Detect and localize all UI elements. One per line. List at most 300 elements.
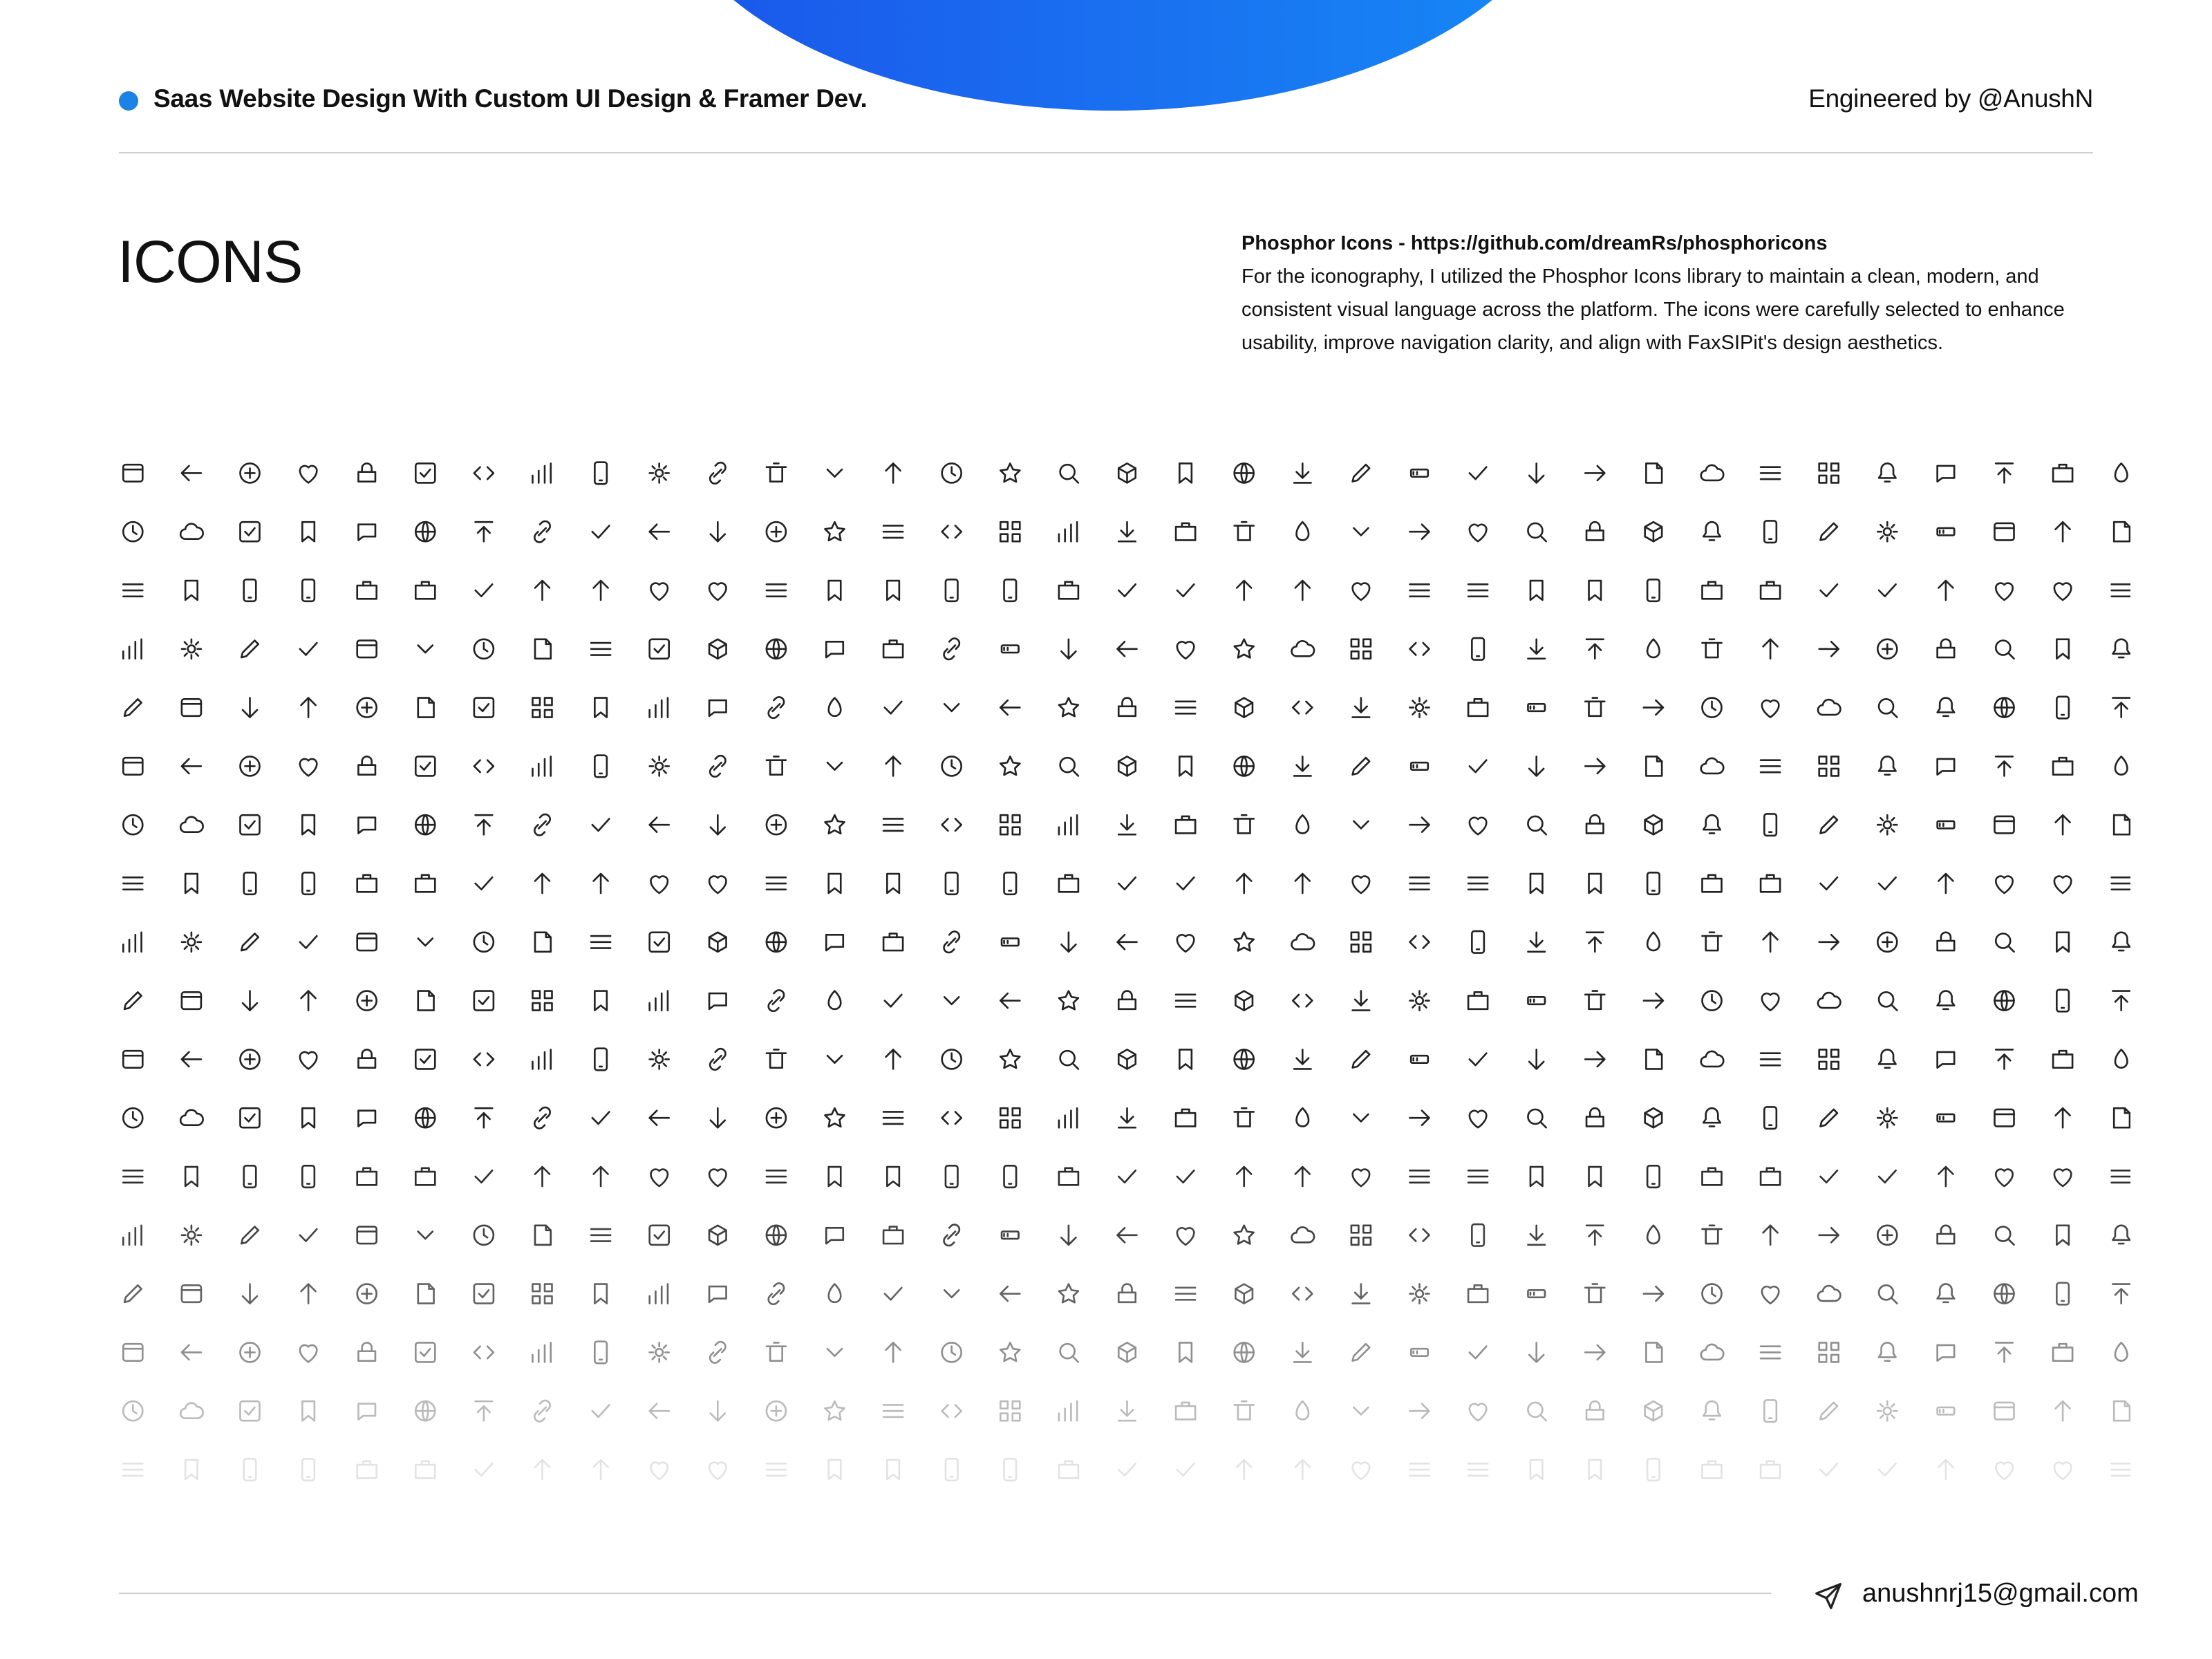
icon-row [124,1283,2130,1305]
icon-row [123,931,2130,953]
city-icon [1179,1049,1192,1069]
currency-kzt-icon [474,1226,494,1245]
currency-jpy-icon [1877,1226,1897,1245]
boot-icon [476,815,493,834]
arrow-clockwise-icon [2114,522,2130,541]
browser-icon [1235,815,1254,833]
chat-slash-icon [885,995,902,1007]
calendar-star-icon [1059,875,1078,892]
arrow-u-down-left-icon [182,639,201,659]
cheers-icon [1879,1049,1896,1067]
icon-row [123,872,2130,894]
fan-icon [1701,1344,1723,1360]
bezier-curve-icon [1938,759,1955,775]
file-archive-icon [415,1401,435,1421]
chat-circle-icon [769,990,784,1011]
caret-line-left-icon [357,934,377,951]
corners-out-icon [594,1167,608,1186]
eject-icon [1879,1342,1896,1360]
arrow-bend-double-up-left-icon [534,521,550,542]
calendar-slash-icon [1004,872,1017,894]
arrows-out-icon [1996,641,2014,659]
dots-three-icon [944,1290,959,1297]
arrow-arc-left-icon [1820,523,1837,541]
chart-donut-icon [418,991,434,1011]
approximate-equals-icon [1645,522,1662,541]
arrow-square-in-icon [1059,582,1078,599]
cricket-icon [1059,1168,1078,1185]
files-icon [1996,1463,2013,1479]
android-logo-icon [1294,463,1311,482]
chalkboard-icon [1235,991,1253,1011]
file-x-icon [1820,1463,1837,1476]
file-png-icon [1877,1401,1897,1421]
cloud-check-icon [2056,1108,2070,1127]
cloud-arrow-down-icon [1938,1114,1955,1122]
cake-icon [594,874,608,893]
elevator-icon [1996,1342,2013,1362]
arrow-bend-double-up-left-icon [1938,528,1955,536]
bowl-food-icon [592,818,610,831]
align-right-icon [1000,463,1020,482]
coat-hanger-icon [1000,1108,1020,1127]
archive-icon [1703,522,1721,540]
bell-icon [594,756,607,778]
cloud-arrow-up-icon [1995,1109,2014,1127]
arrow-square-in-icon [2112,584,2130,597]
brackets-curly-icon [711,815,725,834]
chair-icon [1176,995,1195,1007]
arrow-fat-right-icon [829,581,841,600]
drop-icon [1410,1284,1430,1304]
file-magnifying-glass-icon [1586,1401,1604,1419]
cloud-lightning-icon [358,1111,375,1127]
computer-tower-icon [1877,1108,1897,1127]
icon-row [123,521,2130,543]
file-sql-icon [2114,1401,2130,1421]
brackets-angle-icon [650,818,669,832]
cowboy-hat-icon [829,1167,841,1186]
at-icon [1235,698,1253,718]
file-xls-icon [1879,1463,1896,1476]
approximate-equals-icon [942,525,962,538]
copyright-icon [1996,1170,2013,1186]
asterisk-icon [591,643,610,655]
caret-left-icon [1118,935,1137,949]
apple-podcasts-logo-icon [883,525,903,538]
arrows-clockwise-icon [1819,641,1839,656]
acorn-icon [123,465,142,482]
dev-to-logo-icon [1177,1228,1194,1244]
door-icon [533,1284,552,1304]
broom-icon [1176,816,1195,834]
currency-cny-icon [1530,1167,1543,1186]
butterfly-icon [415,875,435,892]
file-ts-icon [244,1459,256,1481]
file-c-icon [711,1401,725,1421]
chat-teardrop-icon [944,997,959,1004]
align-top-icon [1060,465,1078,482]
backspace-icon [1585,698,1604,716]
discord-logo-icon [1938,1284,1955,1302]
eject-simple-icon [1938,1345,1955,1361]
icon-row [123,1107,2130,1129]
chart-line-icon [474,991,494,1011]
coffee-bean-icon [1410,1111,1430,1125]
corners-in-icon [535,1167,550,1186]
file-doc-icon [1118,1401,1136,1421]
airplane-icon [533,463,551,482]
book-open-icon [180,817,203,832]
arrow-fat-right-icon [1353,583,1370,600]
bug-beetle-icon [1761,875,1780,892]
caret-circle-down-icon [1763,932,1778,952]
file-arrow-up-icon [534,1400,550,1421]
archive-icon [302,522,315,541]
currency-krw-icon [418,1232,433,1239]
contactless-payment-icon [1703,1168,1722,1185]
alien-icon [767,463,786,481]
butterfly-icon [2054,877,2072,893]
circles-four-icon [1060,1051,1078,1069]
dropbox-logo-icon [1528,1290,1545,1297]
cookie-icon [1820,1170,1837,1183]
airplane-takeoff-icon [1938,466,1955,482]
icon-row [124,990,2130,1012]
engine-icon [415,1342,435,1362]
brackets-curly-icon [1938,821,1955,829]
arrow-square-out-icon [1647,579,1660,601]
cherries-icon [710,1049,725,1069]
eyes-icon [1411,1349,1428,1356]
arrows-out-icon [1472,638,1484,660]
icon-row [123,1224,2130,1246]
book-bookmark-icon [123,815,142,834]
eye-icon [1235,1342,1254,1362]
equalizer-icon [650,1342,669,1362]
backpack-icon [1528,704,1545,711]
arrow-fat-up-icon [357,582,377,599]
balloon-icon [650,698,668,718]
arrow-bend-down-left-icon [592,525,610,538]
film-strip-icon [887,1460,899,1479]
codesandbox-logo-icon [1353,1114,1368,1122]
article-icon [1061,639,1076,659]
atom-icon [243,698,257,718]
approximate-equals-icon [241,522,260,541]
icon-row [123,756,2127,778]
address-book-icon [182,466,201,480]
carrot-icon [1351,932,1371,952]
paper-plane-tilt-icon [1812,1580,1844,1612]
currency-gbp-icon [241,1227,259,1244]
cursor-text-icon [709,1226,727,1245]
cookie-icon [302,1165,315,1188]
face-mask-icon [1470,1347,1487,1359]
brandy-icon [942,818,962,831]
dribbble-logo-icon [1235,1284,1253,1304]
icon-row [123,814,2130,836]
arrow-square-in-icon [1589,581,1602,600]
caret-down-icon [1877,932,1897,952]
chalkboard-icon [301,991,316,1011]
disco-ball-icon [1879,1285,1897,1303]
chef-hat-icon [650,1049,669,1069]
dot-icon [650,1284,668,1304]
escalator-down-icon [827,1349,842,1356]
arrow-square-up-right-icon [123,639,141,659]
device-tablet-icon [1351,1226,1371,1245]
arrow-u-down-left-icon [1763,639,1778,659]
cat-icon [767,932,786,952]
acorn-icon [1646,463,1662,482]
file-txt-icon [1703,1461,1722,1479]
database-icon [883,1227,903,1244]
barbell-icon [1818,700,1840,715]
bounding-box-icon [1764,814,1777,836]
file-py-icon [1995,1403,2014,1420]
disc-icon [182,1285,201,1302]
archive-icon [1000,522,1020,541]
cable-car-icon [476,877,493,890]
caret-down-icon [241,934,259,951]
caret-left-icon [1938,932,1955,950]
currency-dollar-icon [1589,1167,1602,1186]
arrow-counter-clockwise-icon [1470,525,1487,541]
article-icon [2112,639,2130,657]
angle-icon [1353,465,1370,482]
arrow-arc-right-icon [1176,523,1195,541]
bathtub-icon [1059,698,1078,717]
arrows-split-icon [474,639,494,659]
asterisk-icon [124,699,142,716]
copy-icon [1938,1167,1953,1186]
cube-icon [1353,1170,1370,1186]
download-icon [1000,1286,1020,1301]
avocado-icon [301,698,316,718]
status-dot [119,91,138,111]
bus-icon [357,875,377,892]
bookmark-icon [302,815,315,834]
battery-vertical-icon [123,758,142,775]
file-text-icon [185,1460,198,1479]
armchair-icon [1059,522,1077,541]
first-aid-icon [1118,1463,1136,1476]
control-icon [1761,1168,1780,1185]
currency-eth-icon [123,1226,141,1245]
bag-icon [1644,700,1663,715]
dot-outline-icon [709,1286,727,1302]
cloud-rain-icon [476,1108,493,1127]
circle-dashed-icon [886,1049,901,1069]
armchair-icon [1764,521,1777,543]
file-audio-icon [592,1405,610,1417]
eyedropper-icon [1294,1342,1311,1362]
airplane-tilt-icon [1996,463,2013,482]
envelope-open-icon [474,1347,494,1359]
bed-icon [358,756,375,774]
cpu-icon [887,1167,899,1186]
arrow-elbow-down-right-icon [1177,584,1194,597]
file-vue-icon [1761,1461,1780,1479]
bank-icon [709,700,727,716]
club-icon [942,1112,962,1124]
clock-countdown-icon [1353,1051,1370,1068]
asterisk-icon [1647,639,1660,657]
airplane-in-flight-icon [594,462,607,485]
icon-row [123,638,2130,660]
checkerboard-icon [1761,1053,1780,1066]
file-zip-icon [1938,1460,1953,1479]
angular-logo-icon [1411,469,1428,477]
basketball-icon [2056,697,2069,719]
cigarette-icon [827,1056,842,1063]
arrow-left-icon [1996,583,2013,600]
coda-logo-icon [1059,1108,1077,1127]
icon-row [124,697,2130,719]
exclude-icon [1000,1342,1020,1361]
file-rs-icon [2056,1401,2070,1421]
arrow-u-down-left-icon [709,639,727,659]
caret-down-icon [1061,932,1076,952]
currency-eur-icon [182,1226,201,1245]
airplane-in-flight-icon [2115,463,2128,481]
binary-icon [827,762,842,770]
file-dashed-icon [1059,1401,1077,1421]
chat-slash-icon [1818,993,1840,1008]
engine-icon [2115,1342,2128,1360]
align-bottom-icon [827,469,842,477]
calendar-x-icon [1118,877,1136,890]
caret-left-icon [300,936,317,948]
bug-icon [1297,815,1309,833]
export-icon [1060,1344,1078,1362]
arrows-in-icon [357,641,377,658]
arrows-split-icon [1528,639,1545,659]
download-simple-icon [1059,1284,1078,1303]
boat-icon [1179,756,1192,776]
caret-right-icon [418,939,433,946]
arrow-square-up-right-icon [1177,641,1194,658]
chart-scatter-icon [650,991,668,1011]
brain-icon [2114,815,2130,834]
icon-row [123,1049,2127,1071]
caret-double-left-icon [182,932,201,952]
eraser-icon [767,1342,786,1360]
cards-icon [1703,875,1722,892]
backpack-icon [474,698,494,718]
arrow-line-down-icon [1530,581,1543,600]
cassette-tape-icon [650,932,669,952]
arrow-fat-left-icon [1295,581,1310,600]
clover-icon [883,1112,903,1124]
arrow-fat-left-icon [767,584,786,597]
fire-extinguisher-icon [1059,1461,1078,1479]
beer-stein-icon [1701,758,1723,774]
book-icon [241,815,260,834]
buildings-icon [185,874,198,893]
aperture-icon [1470,467,1487,480]
lamp-icon [1819,463,1839,482]
check-icon [1701,1051,1723,1067]
currency-gbp-icon [1763,1226,1778,1245]
compass-tool-icon [1820,1109,1837,1127]
film-script-icon [2112,1463,2130,1476]
arrow-fat-up-icon [1938,581,1953,600]
chat-dots-icon [1762,993,1779,1010]
codepen-logo-icon [1297,1108,1309,1126]
contact-email[interactable]: anushnrj15@gmail.com [1862,1579,2139,1608]
coffee-icon [1470,1111,1487,1127]
bed-icon [1585,759,1604,774]
arrow-u-down-left-icon [1235,639,1254,658]
arrow-bend-down-left-icon [1297,522,1309,540]
app-store-logo-icon [1529,463,1544,482]
asterisk-icon [1176,702,1195,714]
currency-kzt-icon [1996,1227,2014,1245]
books-icon [1645,815,1662,834]
check-fat-icon [241,1049,260,1069]
file-cpp-icon [883,1405,903,1417]
device-rotate-icon [1292,1227,1314,1242]
brackets-round-icon [1995,816,2014,834]
confetti-icon [1647,1165,1660,1188]
arrow-left-icon [946,579,958,601]
author-credit: Engineered by @AnushN [1808,84,2093,113]
page-header [119,82,2093,116]
file-css-icon [942,1405,962,1417]
egg-icon [1819,1342,1839,1362]
control-icon [244,1165,256,1188]
arrow-circle-down-icon [2056,522,2070,541]
device-mobile-icon [1235,1226,1254,1244]
calendar-icon [709,877,727,893]
arrows-down-up-icon [1877,639,1897,659]
check-icon [358,1049,375,1067]
apple-podcasts-logo-icon [1586,522,1604,540]
car-icon [1530,874,1543,893]
calculator-icon [650,877,668,893]
cherries-icon [2053,1051,2072,1068]
disco-ball-icon [243,1284,257,1304]
currency-eth-icon [1647,1226,1660,1244]
chats-circle-icon [1470,1053,1487,1066]
ear-slash-icon [1585,1284,1604,1302]
dna-icon [2056,1283,2069,1305]
crown-icon [1295,1167,1310,1186]
article-icon [1586,639,1604,659]
file-csv-icon [1000,1401,1020,1421]
certificate-icon [1118,991,1136,1009]
arrow-arc-right-icon [476,522,493,541]
chart-bar-icon [1293,995,1312,1007]
arrow-fat-left-icon [1820,584,1837,597]
exclamation-mark-icon [942,1342,962,1362]
cloud-slash-icon [534,1107,550,1128]
bone-icon [1294,756,1311,776]
icon-row [123,579,2130,601]
amazon-logo-icon [1118,463,1136,482]
building-office-icon [244,872,256,894]
circuitry-icon [1118,1049,1136,1069]
check-square-icon [1646,1049,1662,1069]
film-reel-icon [709,1463,727,1479]
diamond-icon [1472,1224,1484,1246]
align-center-icon [886,463,901,482]
app-window-icon [1585,466,1604,480]
chair-icon [243,991,257,1011]
arrow-square-out-icon [594,581,608,600]
